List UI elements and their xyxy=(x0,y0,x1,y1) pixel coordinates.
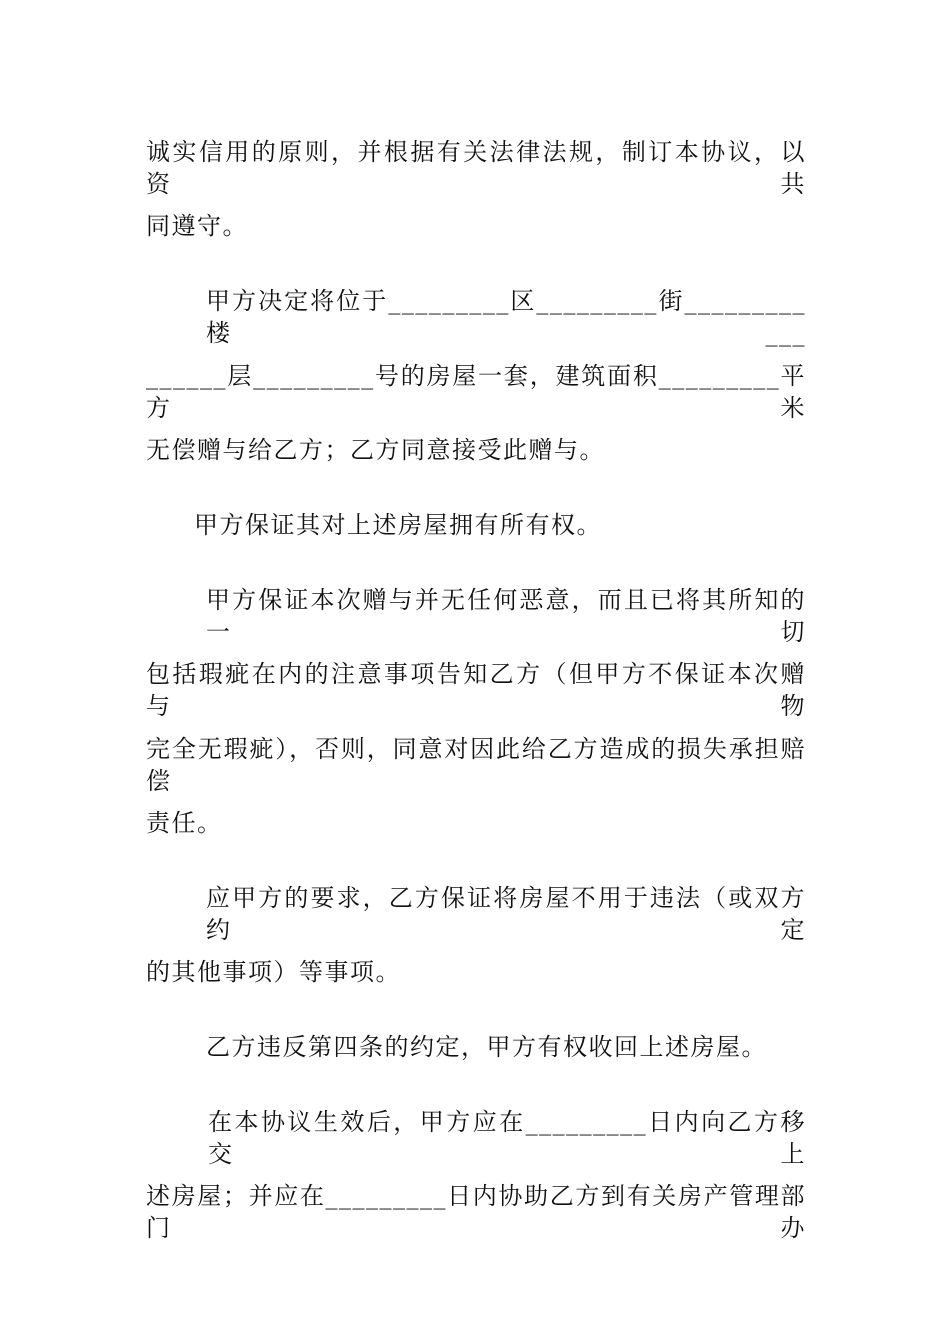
paragraph-line-4: ______层_________号的房屋一套，建筑面积_________平方米 xyxy=(146,362,806,422)
paragraph-line-1: 诚实信用的原则，并根据有关法律法规，制订本协议，以资共 xyxy=(146,138,806,198)
paragraph-line-11: 应甲方的要求，乙方保证将房屋不用于违法（或双方约定 xyxy=(206,884,806,944)
paragraph-line-9: 完全无瑕疵），否则，同意对因此给乙方造成的损失承担赔偿 xyxy=(146,735,806,795)
paragraph-line-6: 甲方保证其对上述房屋拥有所有权。 xyxy=(194,511,602,539)
paragraph-line-14: 在本协议生效后，甲方应在_________日内向乙方移交上 xyxy=(208,1108,806,1168)
paragraph-line-13: 乙方违反第四条的约定，甲方有权收回上述房屋。 xyxy=(206,1033,767,1061)
paragraph-line-10: 责任。 xyxy=(146,809,223,837)
paragraph-line-5: 无偿赠与给乙方；乙方同意接受此赠与。 xyxy=(146,436,605,464)
paragraph-line-3: 甲方决定将位于_________区_________街_________楼___ xyxy=(206,287,806,347)
paragraph-line-2: 同遵守。 xyxy=(146,212,248,240)
paragraph-line-12: 的其他事项）等事项。 xyxy=(146,958,401,986)
paragraph-line-15: 述房屋；并应在_________日内协助乙方到有关房产管理部门办 xyxy=(146,1182,806,1242)
paragraph-line-7: 甲方保证本次赠与并无任何恶意，而且已将其所知的一切 xyxy=(206,586,806,646)
paragraph-line-8: 包括瑕疵在内的注意事项告知乙方（但甲方不保证本次赠与物 xyxy=(146,660,806,720)
